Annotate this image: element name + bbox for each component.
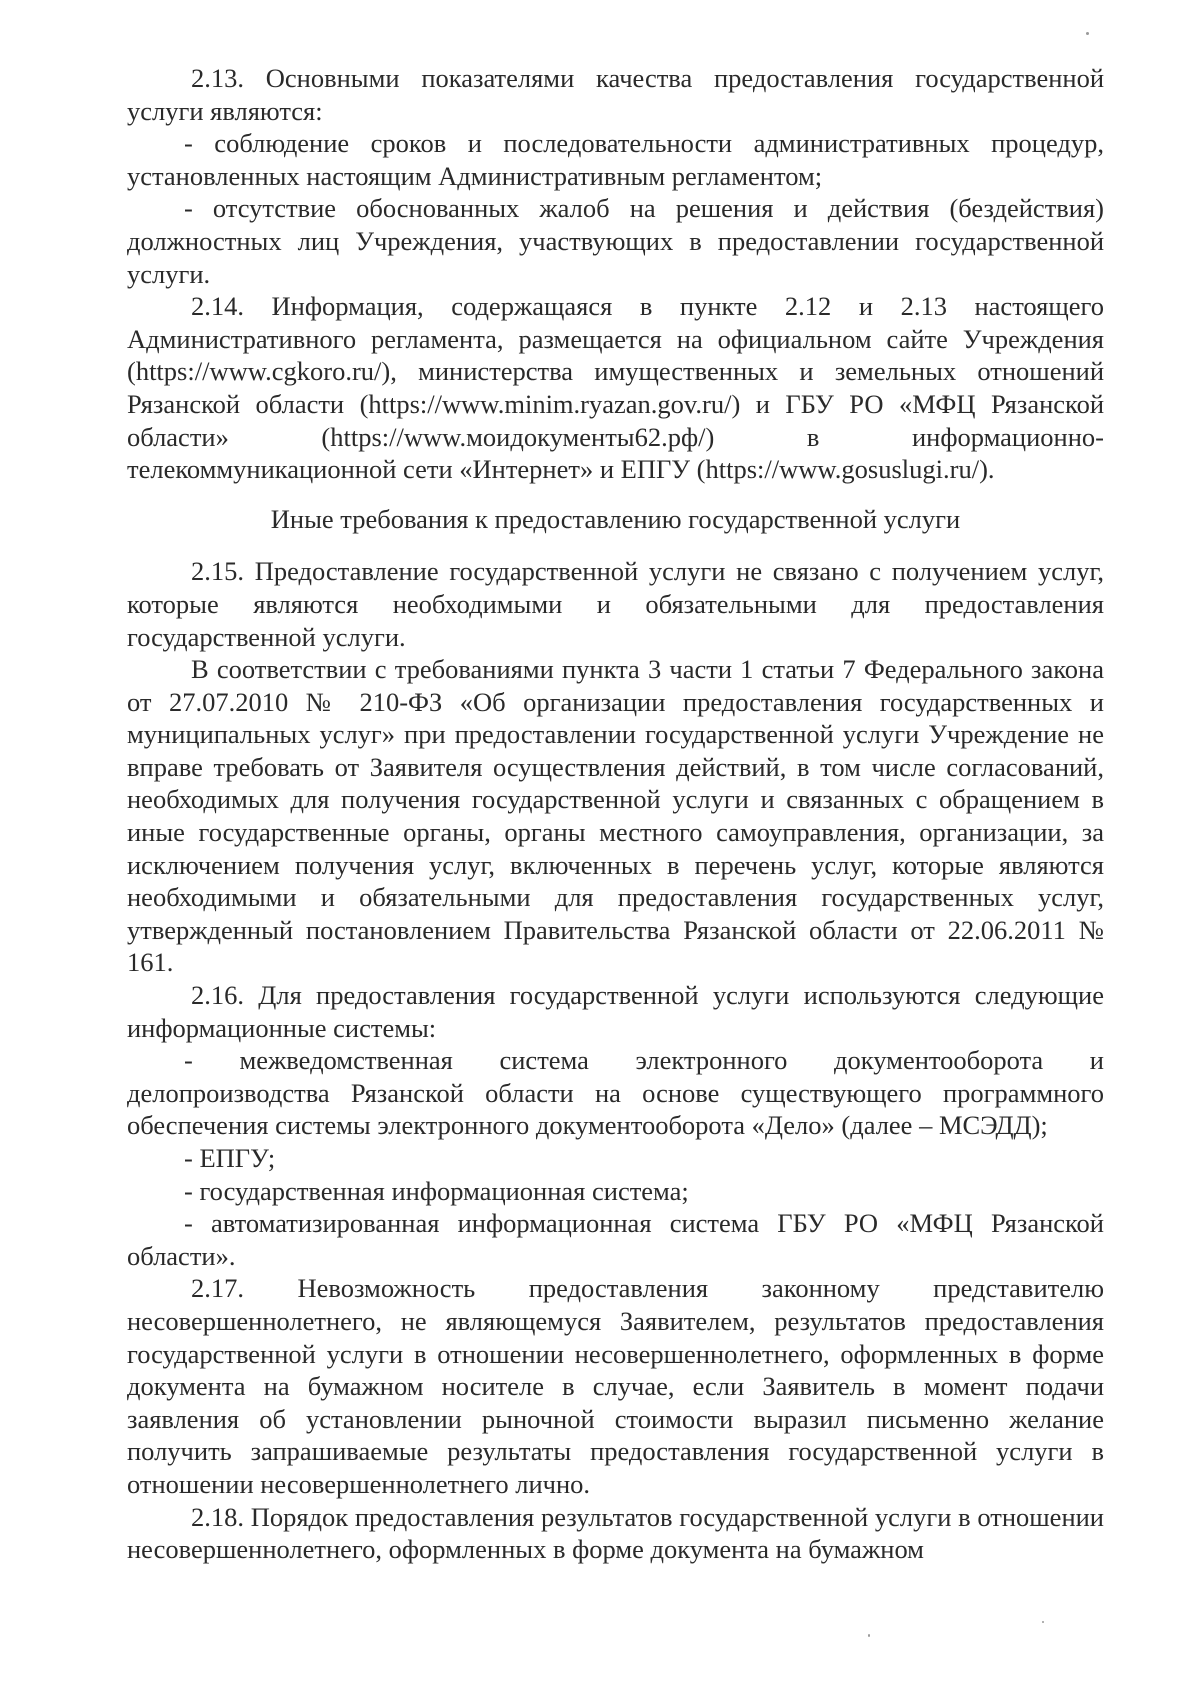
list-item-deadlines: - соблюдение сроков и последовательности административных процедур, установленных настоящим Административным регламентом; <box>127 128 1104 191</box>
section-heading: Иные требования к предоставлению государственной услуги <box>270 503 961 534</box>
scan-speck <box>1042 1621 1044 1623</box>
list-item-epgu: - ЕПГУ; <box>184 1143 276 1173</box>
list-item-gis: - государственная информационная система; <box>184 1175 689 1206</box>
paragraph-2-13: 2.13. Основными показателями качества предоставления государственной услуги являются: <box>127 63 1104 126</box>
paragraph-2-18: 2.18. Порядок предоставления результатов государственной услуги в отношении несовершеннолетнего, оформленных в форме документа на бумажном <box>127 1501 1104 1565</box>
scan-speck <box>1086 32 1089 35</box>
paragraph-federal-law: В соответствии с требованиями пункта 3 части 1 статьи 7 Федерального закона от 27.07.2010 № 210-ФЗ «Об организации предоставления государственных и муниципальных услуг» при предоставлении государственной услуги Учреждение не вправе требовать от Заявителя осуществления действий, в том числе согласований, необходимых для получения государственной услуги и связанных с обращением в иные государственные органы, органы местного самоуправления, организации, за исключением получения услуг, включенных в перечень услуг, которые являются необходимыми и обязательными для предоставления государственных услуг, утвержденный постановлением Правительства Рязанской области от 22.06.2011 № 161. <box>127 654 1104 978</box>
paragraph-2-14: 2.14. Информация, содержащаяся в пункте 2.12 и 2.13 настоящего Административного регламента, размещается на официальном сайте Учреждения (https://www.cgkoro.ru/), министерства имущественных и земельных отношений Рязанской области (https://www.minim.ryazan.gov.ru/) и ГБУ РО «МФЦ Рязанской области» (https://www.моидокументы62.рф/) в информационно-телекоммуникационной сети «Интернет» и ЕПГУ (https://www.gosuslugi.ru/). <box>127 291 1104 485</box>
list-item-complaints: - отсутствие обоснованных жалоб на решения и действия (бездействия) должностных лиц Учреждения, участвующих в предоставлении государственной услуги. <box>127 193 1104 289</box>
scan-speck <box>868 1634 870 1637</box>
paragraph-2-15: 2.15. Предоставление государственной услуги не связано с получением услуг, которые являются необходимыми и обязательными для предоставления государственной услуги. <box>127 556 1104 652</box>
paragraph-2-17: 2.17. Невозможность предоставления законному представителю несовершеннолетнего, не являющемуся Заявителем, результатов предоставления государственной услуги в отношении несовершеннолетнего, оформленных в форме документа на бумажном носителе в случае, если Заявитель в момент подачи заявления об установлении рыночной стоимости выразил письменно желание получить запрашиваемые результаты предоставления государственной услуги в отношении несовершеннолетнего лично. <box>127 1273 1104 1499</box>
list-item-ais-mfc: - автоматизированная информационная система ГБУ РО «МФЦ Рязанской области». <box>127 1208 1104 1271</box>
paragraph-2-16: 2.16. Для предоставления государственной услуги используются следующие информационные системы: <box>127 980 1104 1043</box>
list-item-msedd: - межведомственная система электронного документооборота и делопроизводства Рязанской области на основе существующего программного обеспечения системы электронного документооборота «Дело» (далее – МСЭДД); <box>127 1045 1104 1141</box>
document-page <box>127 62 1104 1566</box>
